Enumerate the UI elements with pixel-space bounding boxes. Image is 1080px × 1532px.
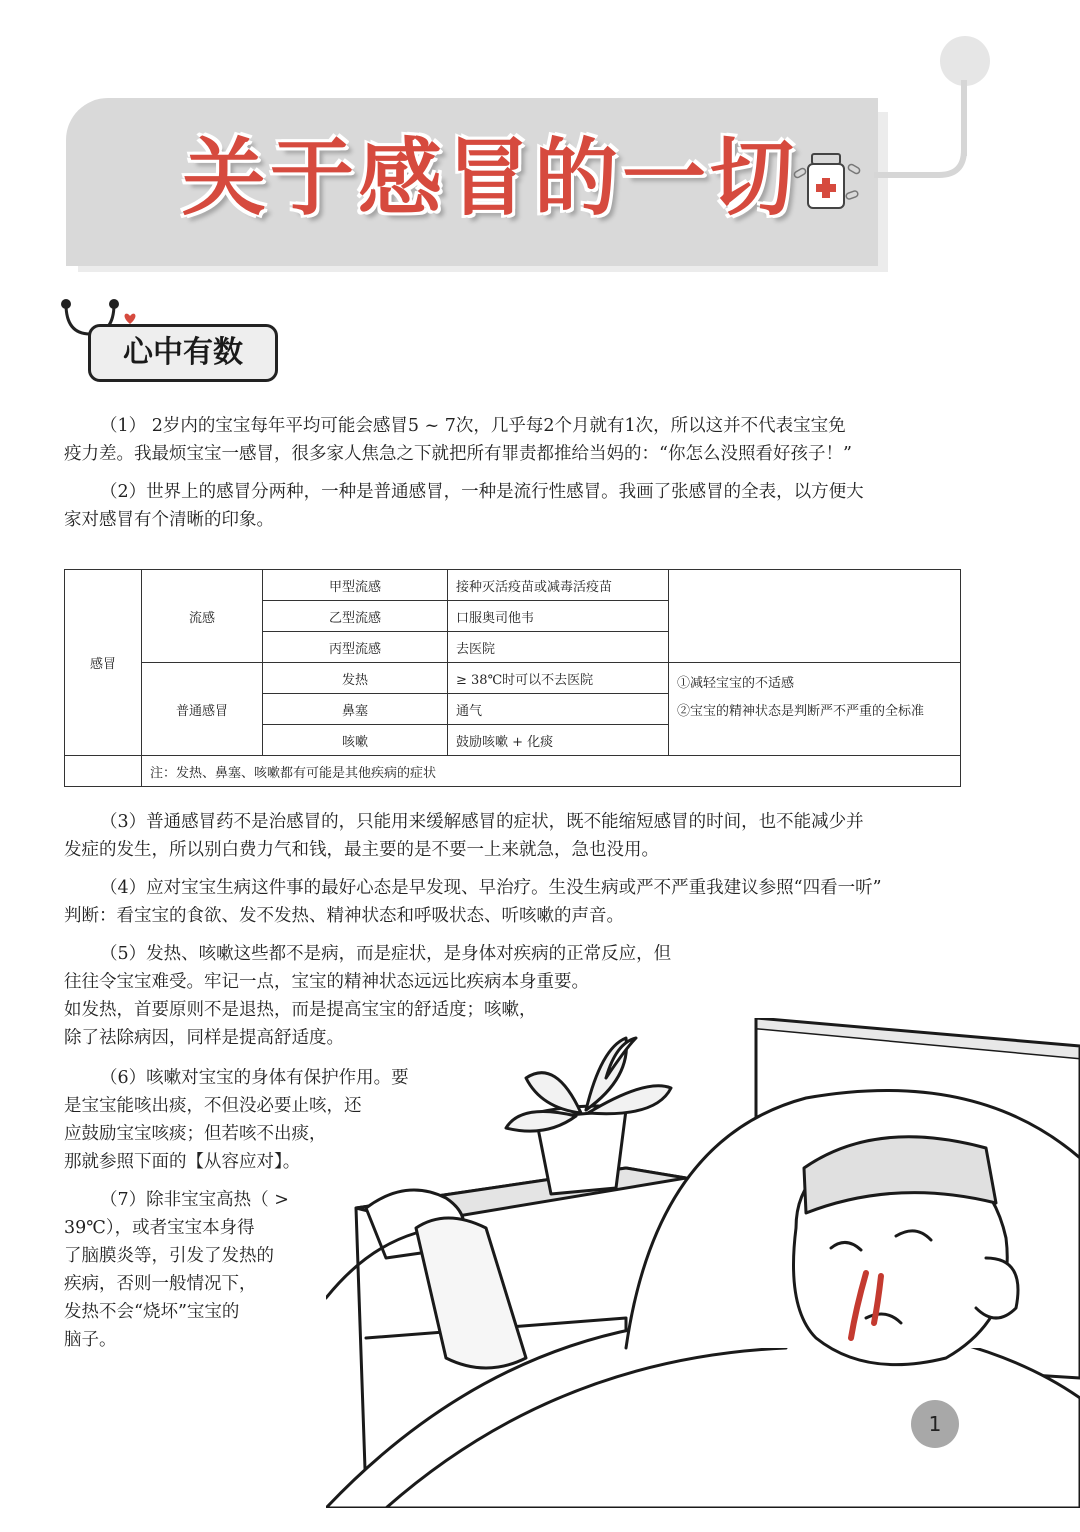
paragraph-line: 判断：看宝宝的食欲、发不发热、精神状态和呼吸状态、听咳嗽的声音。 [64,906,624,926]
cold-classification-table [64,569,961,787]
section-badge [88,324,278,382]
paragraph-1 [64,412,964,468]
table-type-cell: 乙型流感 [263,601,448,632]
section-title: 心中有数 [123,335,243,370]
paragraph-line: 脑子。 [64,1330,117,1350]
table-note: ②宝宝的精神状态是判断严不严重的全标准 [677,704,925,719]
paragraph-line: 39℃），或者宝宝本身得 [64,1218,255,1238]
table-action-cell: 通气 [448,694,669,725]
table-type-cell: 鼻塞 [263,694,448,725]
table-type-cell: 丙型流感 [263,632,448,663]
table-action-cell: 去医院 [448,632,669,663]
paragraph-7 [64,1186,324,1354]
paragraph-line: 应鼓励宝宝咳痰；但若咳不出痰， [64,1124,327,1144]
paragraph-line: 往往令宝宝难受。牢记一点，宝宝的精神状态远远比疾病本身重要。 [64,972,589,992]
table-footnote: 注：发热、鼻塞、咳嗽都有可能是其他疾病的症状 [142,756,961,787]
paragraph-line: 是宝宝能咳出痰，不但没必要止咳，还 [64,1096,362,1116]
paragraph-line: （5）发热、咳嗽这些都不是病，而是症状，是身体对疾病的正常反应，但 [100,944,672,964]
paragraph-line: （1） 2岁内的宝宝每年平均可能会感冒5 ~ 7次，几乎每2个月就有1次，所以这并不代表宝宝免 [100,416,846,436]
paragraph-line: 除了祛除病因，同样是提高舒适度。 [64,1028,344,1048]
paragraph-line: 疫力差。我最烦宝宝一感冒，很多家人焦急之下就把所有罪责都推给当妈的：“你怎么没照看好孩子！” [64,444,852,464]
table-notes-cell [669,663,961,756]
paragraph-line: 了脑膜炎等，引发了发热的 [64,1246,274,1266]
table-root-cell: 感冒 [65,570,142,756]
page-title: 关于感冒的一切 [182,129,799,227]
table-empty-cell [669,570,961,663]
table-note: ①减轻宝宝的不适感 [677,676,795,691]
table-type-cell: 发热 [263,663,448,694]
paragraph-line: 疾病，否则一般情况下， [64,1274,257,1294]
table-type-cell: 甲型流感 [263,570,448,601]
table-category-flu: 流感 [142,570,263,663]
decorative-dot [940,36,990,86]
table-action-cell: 口服奥司他韦 [448,601,669,632]
table-category-common: 普通感冒 [142,663,263,756]
paragraph-line: （6）咳嗽对宝宝的身体有保护作用。要 [100,1068,409,1088]
paragraph-line: （4）应对宝宝生病这件事的最好心态是早发现、早治疗。生没生病或严不严重我建议参照“四看一听” [100,878,882,898]
paragraph-line: （7）除非宝宝高热（ > [100,1190,289,1210]
table-type-cell: 咳嗽 [263,725,448,756]
paragraph-line: 那就参照下面的【从容应对】。 [64,1152,301,1172]
paragraph-line: 家对感冒有个清晰的印象。 [64,510,274,530]
paragraph-3 [64,808,964,864]
decorative-connector-line [874,80,974,190]
paragraph-2 [64,478,964,534]
table-empty-cell [65,756,142,787]
medicine-bottle-icon [792,148,862,218]
paragraph-line: （3）普通感冒药不是治感冒的，只能用来缓解感冒的症状，既不能缩短感冒的时间，也不能减少并 [100,812,864,832]
paragraph-4 [64,874,964,930]
table-action-cell: 鼓励咳嗽 + 化痰 [448,725,669,756]
table-action-cell: ≥ 38℃时可以不去医院 [448,663,669,694]
paragraph-line: 发热不会“烧坏”宝宝的 [64,1302,240,1322]
paragraph-line: （2）世界上的感冒分两种，一种是普通感冒，一种是流行性感冒。我画了张感冒的全表，以方便大 [100,482,864,502]
table-action-cell: 接种灭活疫苗或减毒活疫苗 [448,570,669,601]
page-number: 1 [911,1400,959,1448]
paragraph-line: 如发热，首要原则不是退热，而是提高宝宝的舒适度；咳嗽， [64,1000,537,1020]
sick-child-illustration [326,1018,1080,1508]
paragraph-line: 发症的发生，所以别白费力气和钱，最主要的是不要一上来就急，急也没用。 [64,840,659,860]
